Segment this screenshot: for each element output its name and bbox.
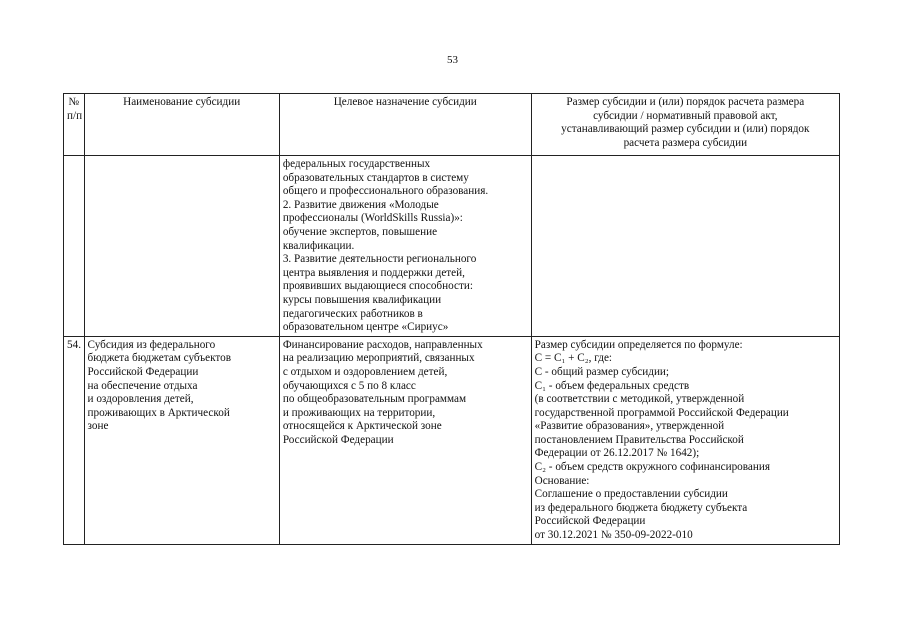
text-line: (в соответствии с методикой, утвержденной [534, 393, 745, 406]
header-name [84, 94, 279, 156]
cell-purpose [279, 156, 531, 337]
cell-name [84, 336, 279, 544]
text-line: из федерального бюджета бюджету субъекта [534, 501, 748, 514]
text-line: на обеспечение отдыха [87, 379, 198, 392]
text-line: «Развитие образования», утвержденной [534, 420, 725, 433]
header-purpose-text: Целевое назначение субсидии [333, 96, 477, 108]
header-num [64, 94, 85, 156]
text-line: центра выявления и поддержки детей, [282, 266, 465, 279]
subsidy-table [63, 93, 840, 545]
text-line: проживающих в Арктической [87, 406, 230, 419]
text-line: государственной программой Российской Федерации [534, 406, 789, 419]
text-line: образовательных стандартов в систему [282, 171, 469, 184]
text-line: профессионалы (WorldSkills Russia)»: [282, 212, 463, 225]
text-line: постановлением Правительства Российской [534, 433, 744, 446]
formula-line: C = C₁ + C₂, где: [534, 352, 613, 365]
text-line: Российской Федерации [87, 365, 199, 378]
text-line: общего и профессионального образования. [282, 185, 489, 198]
cell-num: 54. [64, 336, 85, 544]
header-size-line: расчета размера субсидии [623, 136, 748, 149]
table-header-row [64, 94, 840, 156]
text-line: обучение экспертов, повышение [282, 225, 438, 238]
text-line: квалификации. [282, 239, 355, 252]
text-line: на реализацию мероприятий, связанных [282, 352, 475, 365]
cell-purpose [279, 336, 531, 544]
text-line: курсы повышения квалификации [282, 293, 442, 306]
text-line: Субсидия из федерального [87, 338, 216, 351]
cell-size [531, 336, 839, 544]
text-line: 3. Развитие деятельности регионального [282, 253, 477, 266]
header-size-line: устанавливающий размер субсидии и (или) порядок [561, 123, 810, 136]
text-line: бюджета бюджетам субъектов [87, 352, 231, 365]
header-size-line: субсидии / нормативный правовой акт, [593, 109, 778, 122]
text-line: по общеобразовательным программам [282, 393, 467, 406]
header-num-line: п/п [67, 109, 83, 122]
header-name-text: Наименование субсидии [123, 96, 241, 108]
text-line: С - общий размер субсидии; [534, 365, 670, 378]
text-line: С₂ - объем средств окружного софинансирования [534, 461, 770, 474]
header-purpose [279, 94, 531, 156]
text-line: образовательном центре «Сириус» [282, 321, 449, 334]
page-number: 53 [447, 54, 458, 66]
text-line: Соглашение о предоставлении субсидии [534, 488, 728, 501]
text-line: Российской Федерации [534, 515, 646, 528]
text-line: и оздоровления детей, [87, 393, 194, 406]
table-row-54 [64, 336, 840, 544]
header-size-line: Размер субсидии и (или) порядок расчета размера [566, 96, 805, 108]
text-line: от 30.12.2021 № 350-09-2022-010 [534, 529, 693, 542]
text-line: проявивших выдающиеся способности: [282, 280, 473, 293]
text-line: зоне [87, 420, 109, 433]
text-line: Размер субсидии определяется по формуле: [534, 338, 743, 351]
cell-num [64, 156, 85, 337]
text-line: педагогических работников в [282, 307, 423, 320]
text-line: Финансирование расходов, направленных [282, 338, 483, 351]
text-line: обучающихся с 5 по 8 класс [282, 379, 416, 392]
cell-name [84, 156, 279, 337]
text-line: Федерации от 26.12.2017 № 1642); [534, 447, 700, 460]
text-line: С₁ - объем федеральных средств [534, 379, 690, 392]
text-line: и проживающих на территории, [282, 406, 436, 419]
text-line: 2. Развитие движения «Молодые [282, 198, 439, 211]
text-line: федеральных государственных [282, 158, 431, 170]
cell-size [531, 156, 839, 337]
header-size [531, 94, 839, 156]
table-row-continued [64, 156, 840, 337]
text-line: Основание: [534, 474, 590, 487]
header-num-line: № [68, 96, 80, 108]
text-line: с отдыхом и оздоровлением детей, [282, 365, 448, 378]
text-line: Российской Федерации [282, 433, 394, 446]
text-line: относящейся к Арктической зоне [282, 420, 442, 433]
